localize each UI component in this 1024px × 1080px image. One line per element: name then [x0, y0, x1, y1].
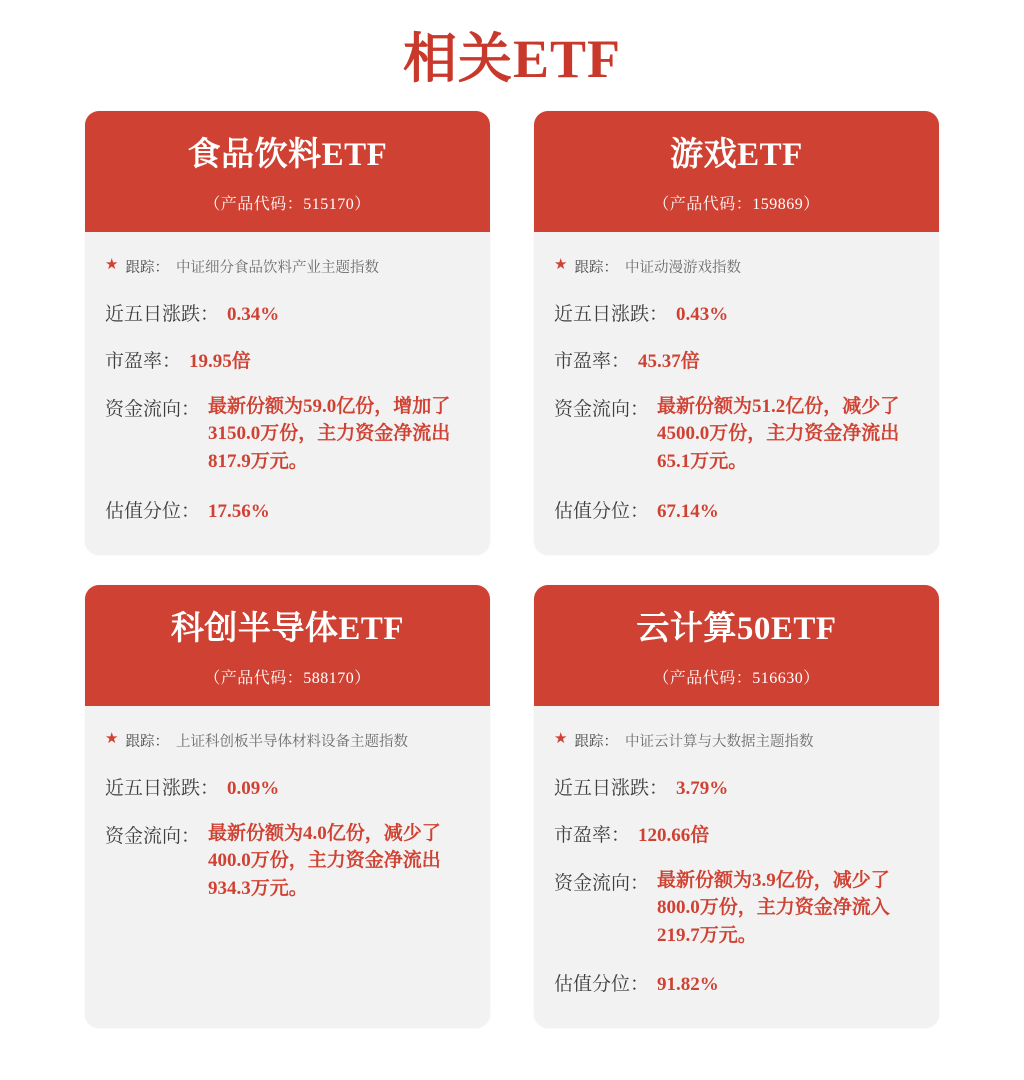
tracking-index-row — [105, 248, 470, 289]
pe-label: 市盈率： — [554, 350, 631, 372]
tracking-value: 上证科创板半导体材料设备主题指数 — [175, 733, 408, 750]
change5d-label: 近五日涨跌： — [105, 777, 220, 799]
fund-flow-row — [105, 383, 470, 486]
valuation-label: 估值分位： — [105, 500, 201, 522]
fund-flow-value: 最新份额为4.0亿份，减少了400.0万份，主力资金净流出934.3万元。 — [208, 822, 441, 899]
etf-card-header — [534, 111, 939, 232]
tracking-label: 跟踪： — [125, 259, 169, 276]
valuation-value: 17.56% — [208, 500, 270, 522]
fund-flow-value: 最新份额为59.0亿份，增加了3150.0万份，主力资金净流出817.9万元。 — [208, 395, 451, 473]
tracking-value: 中证动漫游戏指数 — [624, 259, 741, 276]
pe-label: 市盈率： — [105, 350, 182, 372]
pe-value: 19.95倍 — [189, 350, 251, 372]
etf-card[interactable] — [534, 111, 939, 555]
code-prefix: （产品代码： — [204, 669, 304, 687]
etf-code — [544, 191, 929, 214]
star-icon: ★ — [105, 256, 119, 273]
etf-name: 食品饮料ETF — [187, 137, 388, 173]
change5d-label: 近五日涨跌： — [554, 303, 669, 325]
code-value: 588170 — [303, 669, 355, 687]
change5d-value: 0.09% — [227, 777, 280, 799]
tracking-label: 跟踪： — [574, 733, 618, 750]
etf-card-body — [534, 232, 939, 555]
code-prefix: （产品代码： — [653, 669, 753, 687]
etf-name: 云计算50ETF — [636, 610, 837, 647]
etf-card-body — [534, 706, 939, 1029]
tracking-index-row — [554, 248, 919, 289]
etf-card[interactable] — [534, 585, 939, 1029]
etf-code — [544, 665, 929, 688]
etf-card[interactable] — [85, 111, 490, 555]
fund-flow-label: 资金流向： — [554, 872, 650, 894]
change5d-value: 0.43% — [676, 303, 729, 325]
valuation-row — [554, 959, 919, 1006]
etf-name: 科创半导体ETF — [170, 610, 405, 647]
tracking-label: 跟踪： — [574, 259, 618, 276]
fund-flow-value: 最新份额为3.9亿份，减少了800.0万份，主力资金净流入219.7万元。 — [657, 869, 890, 946]
star-icon: ★ — [105, 730, 119, 747]
etf-card-header — [85, 585, 490, 706]
fund-flow-label: 资金流向： — [105, 825, 201, 847]
change5d-value: 0.34% — [227, 303, 280, 325]
code-suffix: ） — [354, 669, 371, 687]
etf-card-body — [85, 232, 490, 555]
fund-flow-row — [554, 383, 919, 486]
code-suffix: ） — [803, 669, 820, 687]
code-value: 516630 — [752, 669, 804, 687]
change5d-row — [554, 289, 919, 336]
fund-flow-row — [105, 810, 470, 913]
code-prefix: （产品代码： — [653, 195, 753, 213]
valuation-label: 估值分位： — [554, 500, 650, 522]
code-suffix: ） — [803, 195, 820, 213]
pe-row — [554, 810, 919, 857]
etf-card[interactable] — [85, 585, 490, 1029]
change5d-row — [105, 289, 470, 336]
valuation-value: 67.14% — [657, 500, 719, 522]
change5d-row — [554, 763, 919, 810]
star-icon: ★ — [554, 730, 568, 747]
change5d-label: 近五日涨跌： — [554, 777, 669, 799]
code-suffix: ） — [354, 195, 371, 213]
change5d-label: 近五日涨跌： — [105, 303, 220, 325]
pe-value: 45.37倍 — [638, 350, 700, 372]
fund-flow-label: 资金流向： — [105, 398, 201, 420]
code-value: 159869 — [752, 195, 804, 213]
pe-value: 120.66倍 — [638, 824, 710, 846]
etf-card-header — [85, 111, 490, 232]
tracking-value: 中证细分食品饮料产业主题指数 — [175, 259, 379, 276]
star-icon: ★ — [554, 256, 568, 273]
fund-flow-row — [554, 857, 919, 960]
etf-code — [95, 665, 480, 688]
etf-card-body — [85, 706, 490, 1029]
fund-flow-label: 资金流向： — [554, 398, 650, 420]
pe-row — [554, 336, 919, 383]
change5d-row — [105, 763, 470, 810]
etf-card-header — [534, 585, 939, 706]
etf-code — [95, 191, 480, 214]
code-value: 515170 — [303, 195, 355, 213]
tracking-index-row — [105, 722, 470, 763]
page-title: 相关ETF — [402, 29, 622, 89]
etf-card-grid — [0, 111, 1024, 1028]
valuation-label: 估值分位： — [554, 974, 650, 996]
valuation-row — [105, 486, 470, 533]
pe-row — [105, 336, 470, 383]
fund-flow-value: 最新份额为51.2亿份，减少了4500.0万份，主力资金净流出65.1万元。 — [657, 395, 900, 473]
valuation-row — [554, 486, 919, 533]
etf-name: 游戏ETF — [670, 137, 803, 173]
tracking-index-row — [554, 722, 919, 763]
tracking-label: 跟踪： — [125, 733, 169, 750]
change5d-value: 3.79% — [676, 777, 729, 799]
code-prefix: （产品代码： — [204, 195, 304, 213]
valuation-value: 91.82% — [657, 974, 719, 996]
pe-label: 市盈率： — [554, 824, 631, 846]
tracking-value: 中证云计算与大数据主题指数 — [624, 733, 814, 750]
